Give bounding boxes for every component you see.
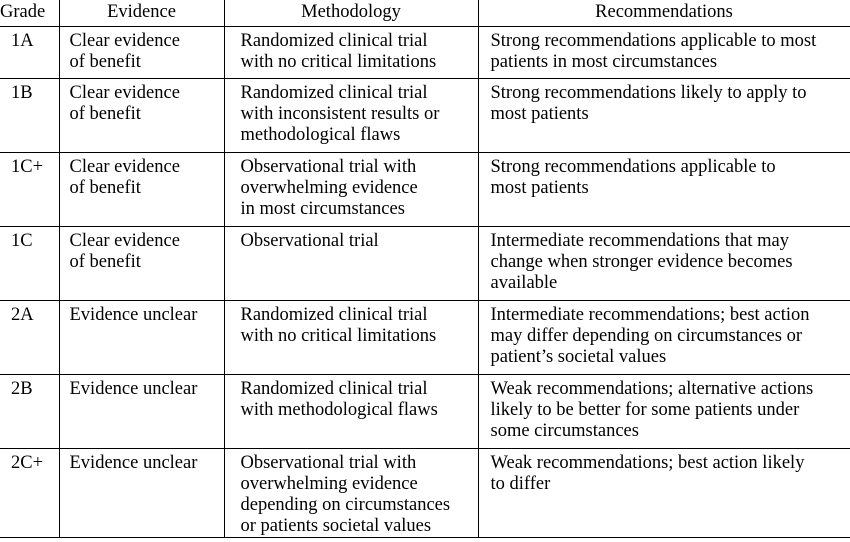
cell-recommendations-line: patient’s societal values: [490, 347, 667, 367]
cell-methodology: [224, 27, 478, 79]
cell-recommendations-line: some circumstances: [490, 421, 639, 441]
cell-methodology: [224, 375, 478, 449]
cell-grade: 1C+: [0, 153, 59, 227]
cell-recommendations-line: likely to be better for some patients under: [490, 400, 800, 420]
cell-recommendations: [478, 449, 850, 538]
cell-recommendations: [478, 79, 850, 153]
cell-recommendations: [478, 27, 850, 79]
cell-methodology-line: Randomized clinical trial: [240, 83, 428, 103]
table-row: [0, 153, 850, 227]
cell-evidence: [59, 153, 224, 227]
cell-evidence-line: Evidence unclear: [69, 379, 198, 399]
cell-methodology-line: overwhelming evidence: [240, 178, 418, 198]
table-header: [0, 0, 850, 27]
cell-recommendations-line: Weak recommendations; best action likely: [490, 453, 805, 473]
cell-methodology-line: with inconsistent results or: [240, 104, 440, 124]
cell-evidence: [59, 449, 224, 538]
cell-evidence: [59, 79, 224, 153]
cell-recommendations: [478, 227, 850, 301]
cell-recommendations-line: most patients: [490, 104, 589, 124]
cell-grade: 1A: [0, 27, 59, 79]
cell-evidence-line: of benefit: [69, 52, 141, 72]
cell-grade: 2B: [0, 375, 59, 449]
cell-evidence-line: Evidence unclear: [69, 305, 198, 325]
cell-methodology: [224, 153, 478, 227]
cell-recommendations: [478, 153, 850, 227]
cell-evidence: [59, 227, 224, 301]
header-row: [0, 0, 850, 27]
cell-methodology-line: with methodological flaws: [240, 400, 438, 420]
cell-methodology-line: Observational trial with: [240, 453, 417, 473]
cell-recommendations-line: most patients: [490, 178, 589, 198]
table-row: [0, 449, 850, 538]
cell-grade: 1C: [0, 227, 59, 301]
cell-methodology: [224, 449, 478, 538]
cell-methodology: [224, 227, 478, 301]
cell-recommendations-line: available: [490, 273, 558, 293]
cell-recommendations-line: patients in most circumstances: [490, 52, 718, 72]
header-grade: Grade: [0, 0, 59, 27]
cell-evidence-line: Clear evidence: [69, 31, 180, 51]
cell-evidence-line: Clear evidence: [69, 231, 180, 251]
cell-evidence-line: Clear evidence: [69, 157, 180, 177]
cell-evidence: [59, 27, 224, 79]
cell-recommendations-line: Intermediate recommendations that may: [490, 231, 789, 251]
table-row: [0, 79, 850, 153]
cell-methodology-line: Observational trial with: [240, 157, 417, 177]
cell-evidence-line: of benefit: [69, 178, 141, 198]
cell-recommendations-line: Weak recommendations; alternative actions: [490, 379, 814, 399]
cell-grade: 2C+: [0, 449, 59, 538]
cell-recommendations-line: Strong recommendations likely to apply to: [490, 83, 807, 103]
cell-grade: 1B: [0, 79, 59, 153]
table-body: [0, 27, 850, 538]
cell-methodology: [224, 79, 478, 153]
cell-recommendations-line: change when stronger evidence becomes: [490, 252, 793, 272]
cell-recommendations: [478, 375, 850, 449]
cell-methodology: [224, 301, 478, 375]
cell-evidence: [59, 375, 224, 449]
cell-recommendations-line: to differ: [490, 474, 551, 494]
cell-methodology-line: Observational trial: [240, 231, 379, 251]
cell-methodology-line: Randomized clinical trial: [240, 31, 428, 51]
header-methodology: Methodology: [224, 0, 478, 27]
cell-methodology-line: Randomized clinical trial: [240, 305, 428, 325]
cell-evidence-line: Clear evidence: [69, 83, 180, 103]
cell-methodology-line: with no critical limitations: [240, 326, 437, 346]
cell-evidence-line: of benefit: [69, 252, 141, 272]
cell-methodology-line: methodological flaws: [240, 125, 401, 145]
cell-evidence-line: Evidence unclear: [69, 453, 198, 473]
cell-methodology-line: depending on circumstances: [240, 495, 451, 515]
header-recommendations: Recommendations: [478, 0, 850, 27]
cell-methodology-line: overwhelming evidence: [240, 474, 418, 494]
cell-recommendations-line: Intermediate recommendations; best action: [490, 305, 810, 325]
header-evidence: Evidence: [59, 0, 224, 27]
cell-recommendations-line: Strong recommendations applicable to: [490, 157, 776, 177]
cell-recommendations-line: may differ depending on circumstances or: [490, 326, 802, 346]
cell-recommendations: [478, 301, 850, 375]
table-row: [0, 375, 850, 449]
table-row: [0, 227, 850, 301]
table-row: [0, 301, 850, 375]
cell-evidence-line: of benefit: [69, 104, 141, 124]
cell-evidence: [59, 301, 224, 375]
cell-recommendations-line: Strong recommendations applicable to most: [490, 31, 817, 51]
table-row: [0, 27, 850, 79]
cell-methodology-line: or patients societal values: [240, 516, 432, 536]
cell-methodology-line: with no critical limitations: [240, 52, 437, 72]
cell-methodology-line: in most circumstances: [240, 199, 405, 219]
cell-methodology-line: Randomized clinical trial: [240, 379, 428, 399]
cell-grade: 2A: [0, 301, 59, 375]
